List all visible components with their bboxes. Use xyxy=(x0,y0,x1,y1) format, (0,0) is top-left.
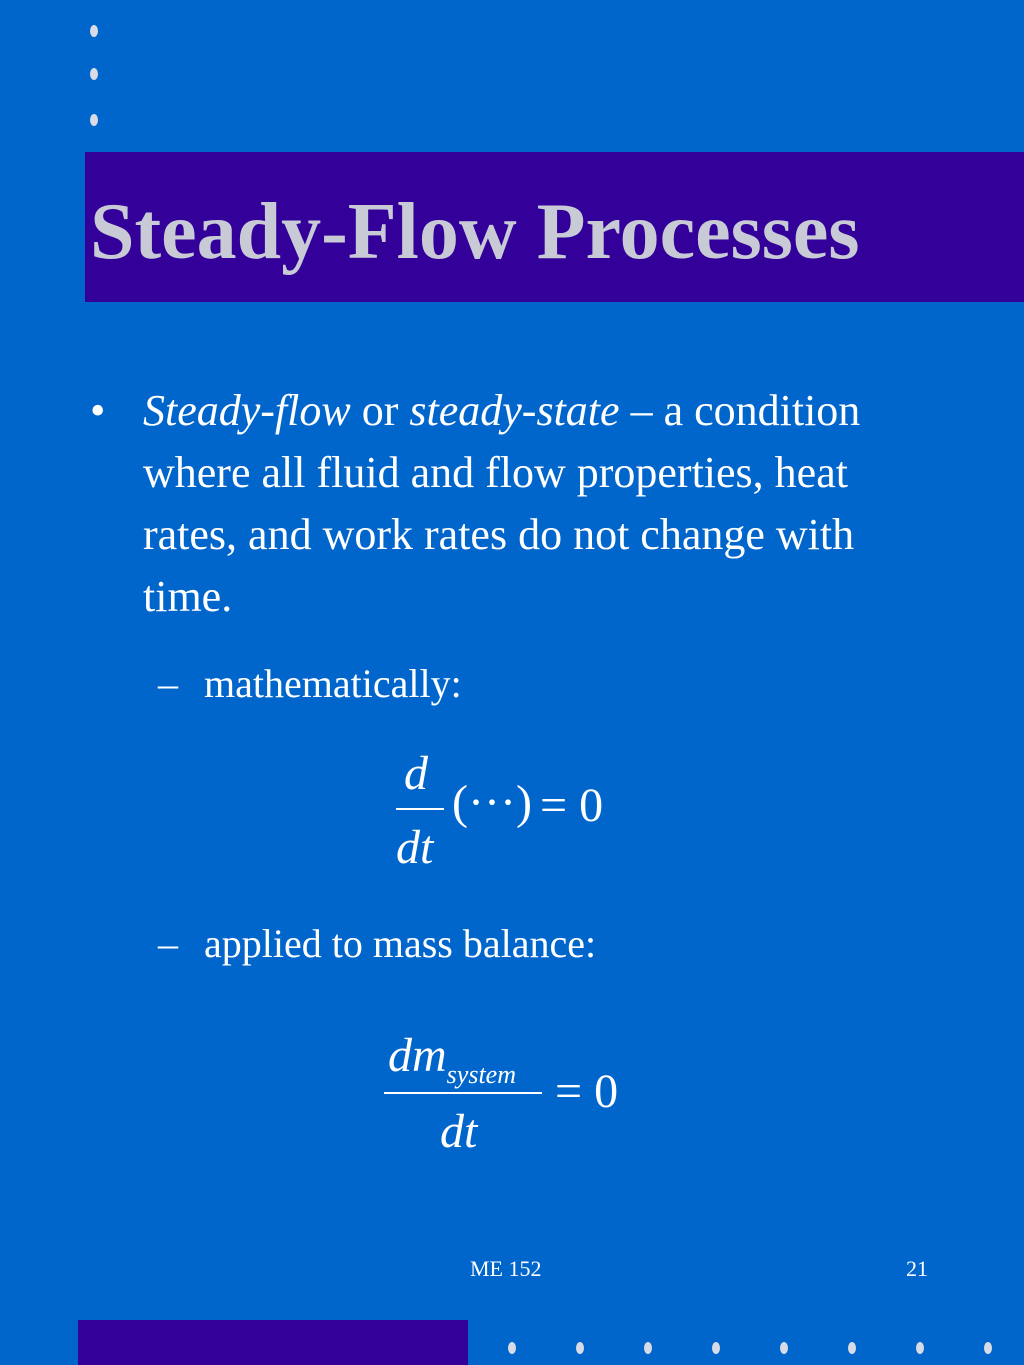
eq2-equals: = 0 xyxy=(555,1065,619,1118)
decorative-dot xyxy=(848,1342,856,1354)
sub-item-label: mathematically: xyxy=(204,661,462,706)
decorative-dot xyxy=(984,1342,992,1354)
decorative-dot xyxy=(90,114,98,126)
bullet-text xyxy=(143,380,933,628)
sub-item-marker: – xyxy=(158,921,178,966)
decorative-dot xyxy=(90,25,98,37)
sub-item-mass-balance xyxy=(158,920,596,968)
slide-title: Steady-Flow Processes xyxy=(90,188,860,276)
eq2-subscript: system xyxy=(446,1060,516,1089)
bullet-marker: • xyxy=(90,386,106,435)
decorative-dot xyxy=(916,1342,924,1354)
sub-item-marker: – xyxy=(158,661,178,706)
bottom-band xyxy=(78,1320,468,1365)
decorative-dot xyxy=(90,68,98,80)
decorative-dot xyxy=(644,1342,652,1354)
eq1-body: (···) xyxy=(452,776,532,829)
eq1-fraction-bar xyxy=(396,808,444,810)
eq2-numerator: $dm_{system}$ xyxy=(388,1029,516,1089)
decorative-dot xyxy=(576,1342,584,1354)
term-connector: or xyxy=(350,386,410,435)
footer-course: ME 152 xyxy=(470,1256,542,1281)
decorative-dot xyxy=(780,1342,788,1354)
decorative-dot xyxy=(508,1342,516,1354)
sub-item-mathematically xyxy=(158,660,462,708)
definition-text: – a condition where all fluid and flow properties, heat rates, and work rates do not change with time. xyxy=(143,386,861,621)
eq2-fraction-bar xyxy=(384,1092,542,1094)
decorative-dot xyxy=(712,1342,720,1354)
term-steady-flow: Steady-flow xyxy=(143,386,351,435)
term-steady-state: steady-state xyxy=(409,386,620,435)
eq1-numerator: d xyxy=(404,747,428,800)
footer-page-number: 21 xyxy=(906,1256,928,1281)
sub-item-label: applied to mass balance: xyxy=(204,921,597,966)
eq1-denominator: dt xyxy=(396,821,434,874)
eq1-equals: = 0 xyxy=(540,779,604,832)
eq2-denominator: dt xyxy=(440,1105,478,1158)
